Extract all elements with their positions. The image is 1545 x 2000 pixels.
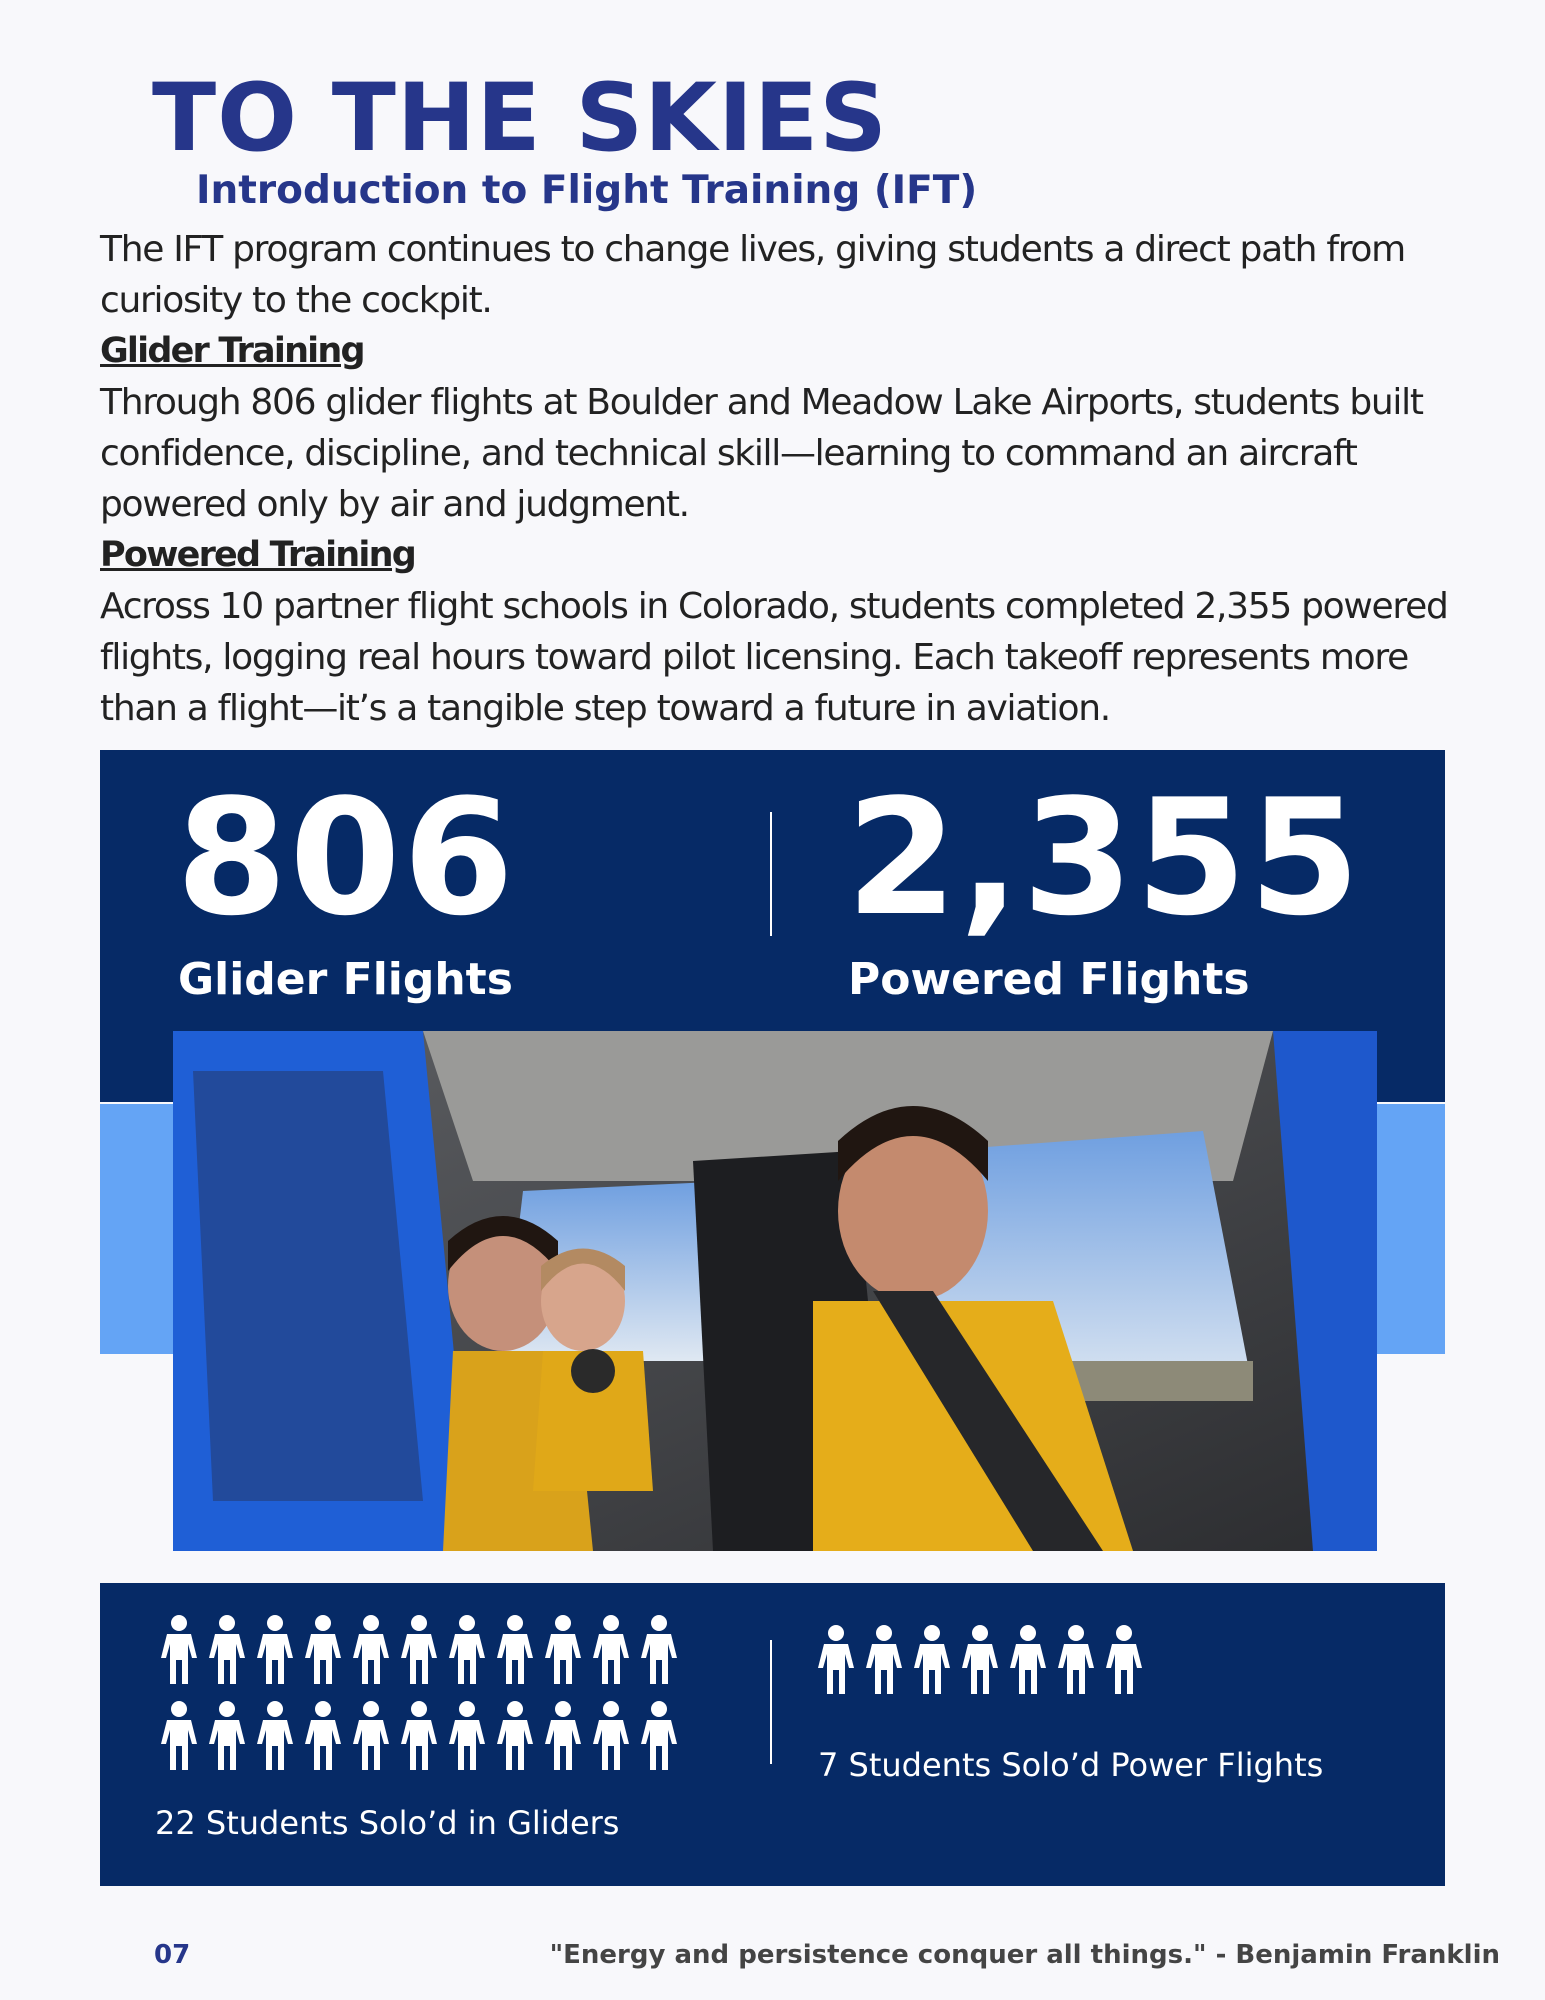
intro-paragraph: The IFT program continues to change lives, giving students a direct path from curiosity to the cockpit.: [100, 229, 1405, 321]
powered-training-paragraph: Across 10 partner flight schools in Colorado, students completed 2,355 powered flights, logging real hours toward pilot licensing. Each takeoff represents more than a flight—it’s a tangible step toward a future in aviation.: [100, 586, 1448, 729]
person-icon: [203, 1614, 251, 1686]
cockpit-photo: [173, 1031, 1377, 1551]
page-title: TO THE SKIES: [152, 64, 888, 173]
person-icon: [395, 1614, 443, 1686]
power-students-row: [812, 1624, 1148, 1696]
person-icon: [251, 1614, 299, 1686]
person-icon: [155, 1700, 203, 1772]
person-icon: [299, 1700, 347, 1772]
page-number: 07: [154, 1940, 191, 1970]
glider-students-row-2: [155, 1700, 683, 1772]
powered-flights-label: Powered Flights: [848, 954, 1250, 1005]
person-icon: [347, 1700, 395, 1772]
person-icon: [539, 1614, 587, 1686]
person-icon: [1100, 1624, 1148, 1696]
stats-divider: [770, 812, 772, 936]
person-icon: [491, 1614, 539, 1686]
glider-training-heading: Glider Training: [100, 331, 364, 371]
person-icon: [299, 1614, 347, 1686]
powered-training-heading: Powered Training: [100, 535, 415, 575]
glider-solo-caption: 22 Students Solo’d in Gliders: [155, 1804, 620, 1842]
cockpit-photo-illustration: [173, 1031, 1377, 1551]
person-icon: [251, 1700, 299, 1772]
solo-divider: [770, 1640, 772, 1764]
person-icon: [155, 1614, 203, 1686]
person-icon: [908, 1624, 956, 1696]
person-icon: [1052, 1624, 1100, 1696]
person-icon: [635, 1700, 683, 1772]
person-icon: [635, 1614, 683, 1686]
person-icon: [860, 1624, 908, 1696]
person-icon: [587, 1614, 635, 1686]
glider-flights-count: 806: [176, 764, 516, 951]
glider-training-paragraph: Through 806 glider flights at Boulder and Meadow Lake Airports, students built confidence, discipline, and technical skill—learning to command an aircraft powered only by air and judgment.: [100, 382, 1423, 525]
person-icon: [443, 1614, 491, 1686]
person-icon: [443, 1700, 491, 1772]
person-icon: [956, 1624, 1004, 1696]
power-solo-caption: 7 Students Solo’d Power Flights: [818, 1746, 1324, 1784]
person-icon: [203, 1700, 251, 1772]
page-subtitle: Introduction to Flight Training (IFT): [196, 168, 978, 213]
person-icon: [491, 1700, 539, 1772]
person-icon: [347, 1614, 395, 1686]
powered-flights-count: 2,355: [846, 764, 1363, 951]
person-icon: [587, 1700, 635, 1772]
glider-flights-label: Glider Flights: [178, 954, 513, 1005]
person-icon: [1004, 1624, 1052, 1696]
person-icon: [395, 1700, 443, 1772]
person-icon: [539, 1700, 587, 1772]
person-icon: [812, 1624, 860, 1696]
glider-students-row-1: [155, 1614, 683, 1686]
footer-quote: "Energy and persistence conquer all things." - Benjamin Franklin: [549, 1940, 1500, 1970]
